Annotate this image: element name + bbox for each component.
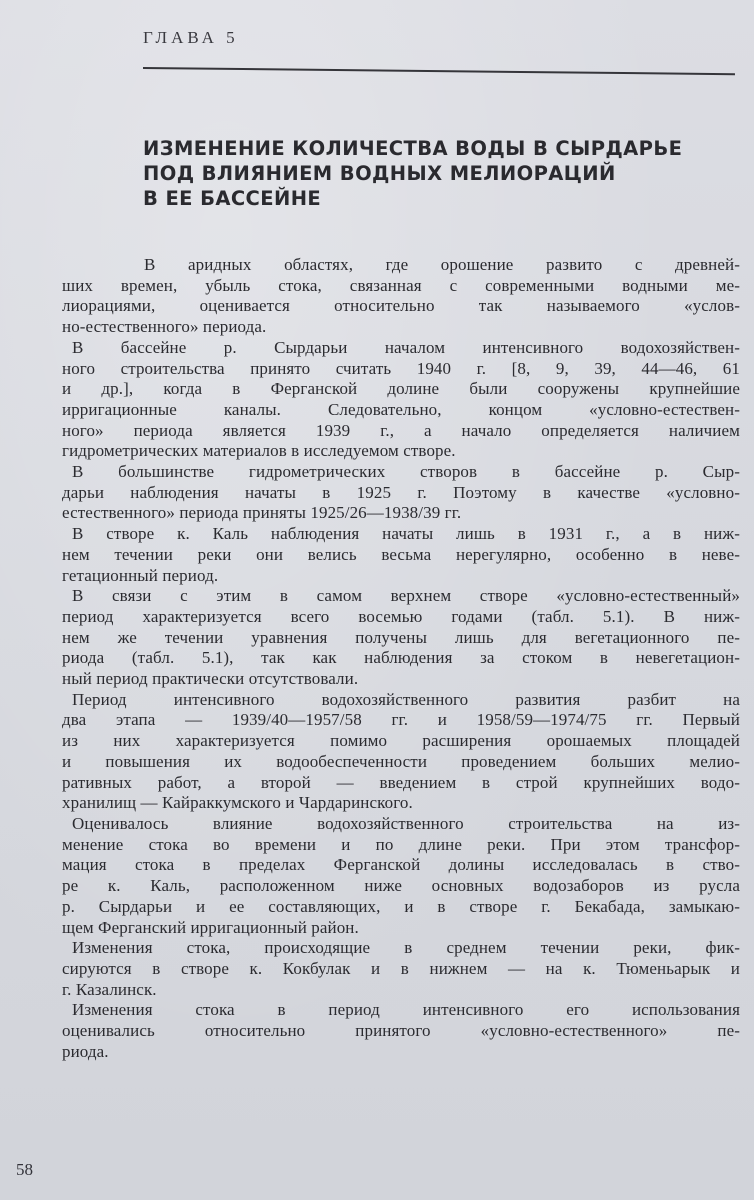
text-line: менение стока во времени и по длине реки. При этом трансфор- <box>62 834 740 854</box>
title-line: ПОД ВЛИЯНИЕМ ВОДНЫХ МЕЛИОРАЦИЙ <box>143 162 616 185</box>
text-line: риода (табл. 5.1), так как наблюдения за стоком в невегетацион- <box>62 648 740 668</box>
title-line: В ЕЕ БАССЕЙНЕ <box>143 187 322 210</box>
text-line: период характеризуется всего восемью годами (табл. 5.1). В ниж- <box>62 606 740 626</box>
text-line: В аридных областях, где орошение развито с древней- <box>144 255 740 274</box>
text-line: лиорациями, оценивается относительно так называемого «услов- <box>62 296 740 316</box>
text-line: В большинстве гидрометрических створов в бассейне р. Сыр- <box>72 462 740 482</box>
text-line: В створе к. Каль наблюдения начаты лишь в 1931 г., а в ниж- <box>72 524 740 544</box>
text-line: дарьи наблюдения начаты в 1925 г. Поэтому в качестве «условно- <box>62 482 740 502</box>
text-line: нем течении реки они велись весьма нерегулярно, особенно в неве- <box>62 544 740 564</box>
text-line: нем же течении уравнения получены лишь для вегетационного пе- <box>62 627 740 647</box>
text-line: и повышения их водообеспеченности проведением больших мелио- <box>62 751 740 771</box>
text-line: В бассейне р. Сырдарьи началом интенсивного водохозяйствен- <box>72 337 740 357</box>
text-line: щем Ферганский ирригационный район. <box>62 917 359 937</box>
text-line: ративных работ, а второй — введением в строй крупнейших водо- <box>62 772 740 792</box>
text-line: два этапа — 1939/40—1957/58 гг. и 1958/59—1974/75 гг. Первый <box>62 710 740 730</box>
text-line: из них характеризуется помимо расширения орошаемых площадей <box>62 731 740 751</box>
text-line: мация стока в пределах Ферганской долины исследовалась в ство- <box>62 855 740 875</box>
text-line: Изменения стока в период интенсивного его использования <box>72 1000 740 1020</box>
text-line: В связи с этим в самом верхнем створе «условно-естественный» <box>72 586 740 606</box>
text-line: Оценивалось влияние водохозяйственного строительства на из- <box>72 813 740 833</box>
text-line: естественного» периода приняты 1925/26—1938/39 гг. <box>62 503 462 523</box>
text-line: Период интенсивного водохозяйственного развития разбит на <box>72 689 740 709</box>
text-line: ного» периода является 1939 г., а начало определяется наличием <box>62 420 740 440</box>
text-line: риода. <box>62 1041 109 1061</box>
text-line: и др.], когда в Ферганской долине были сооружены крупнейшие <box>62 379 740 399</box>
chapter-title <box>143 136 743 211</box>
text-line: гидрометрических материалов в исследуемом створе. <box>62 441 456 461</box>
text-line: оценивались относительно принятого «условно-естественного» пе- <box>62 1021 740 1041</box>
page-number: 58 <box>16 1160 33 1179</box>
title-line: ИЗМЕНЕНИЕ КОЛИЧЕСТВА ВОДЫ В СЫРДАРЬЕ <box>143 137 683 160</box>
text-line: г. Казалинск. <box>62 979 157 999</box>
text-line: ре к. Каль, расположенном ниже основных водозаборов из русла <box>62 876 740 896</box>
text-line: ирригационные каналы. Следовательно, концом «условно-естествен- <box>62 399 740 419</box>
text-line: сируются в створе к. Кокбулак и в нижнем — на к. Тюменьарык и <box>62 958 740 978</box>
chapter-label: ГЛАВА 5 <box>143 28 239 47</box>
text-line: ших времен, убыль стока, связанная с современными водными ме- <box>62 275 740 295</box>
text-line: хранилищ — Кайраккумского и Чардаринского. <box>62 793 413 813</box>
body-text <box>62 255 740 1062</box>
text-line: гетационный период. <box>62 565 219 585</box>
text-line: ного строительства принято считать 1940 г. [8, 9, 39, 44—46, 61 <box>62 358 740 378</box>
text-line: р. Сырдарьи и ее составляющих, и в створе г. Бекабада, замыкаю- <box>62 896 740 916</box>
text-line: ный период практически отсутствовали. <box>62 669 359 689</box>
text-line: Изменения стока, происходящие в среднем течении реки, фик- <box>72 938 740 958</box>
header-rule <box>143 67 735 75</box>
text-line: но-естественного» периода. <box>62 317 267 337</box>
